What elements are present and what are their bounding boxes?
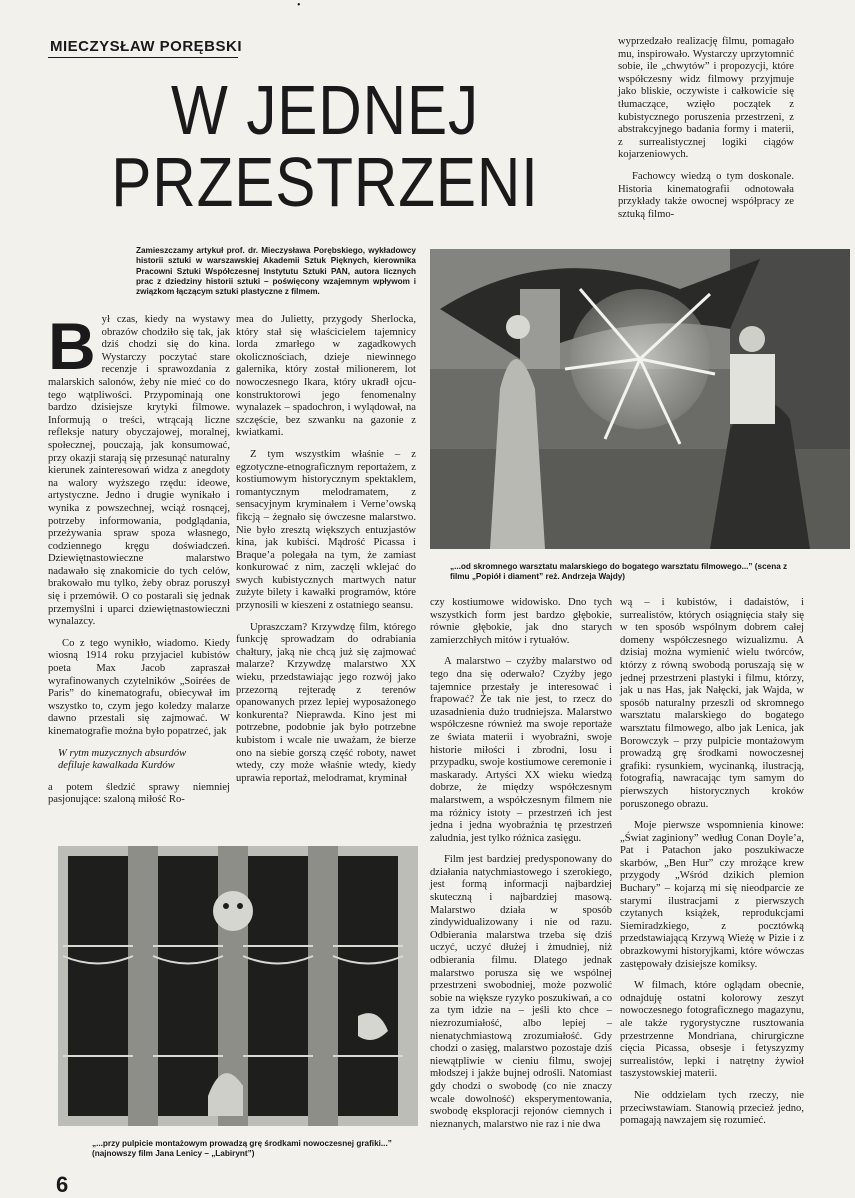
paragraph: W filmach, które oglądam obecnie, odnajduję ostatni kolorowy zeszyt nowoczesnego fotograficznego magazynu, ale także rygorystyczne rusztowania przestrzenne Mondriana, chirurgiczne cięcia Picassa, obsesje i fetyszyzmy surrealistów, lepki i natrętny żywioł taszystowskiej materii. [620,980,804,1080]
title-line-1: W JEDNEJ [171,71,479,149]
paragraph: A malarstwo – czyżby malarstwo od tego dna się oderwało? Czyżby jego tajemnice przestały je interesować i frapować? Że tak nie jest, to rzecz do uzasadnienia dużo trudniejsza. Malarstwo współczesne również ma swoje reportaże ze świata materii i wyobraźni, swoje historie miłości i zbrodni, losu i przypadku, swoje kostiumowe ceremonie i maskarady. Artyści XX wieku wiedzą dobrze, że między współczesnym malarstwem, a współczesnym filmem nie ma różnicy istoty – przestrzeń ich jest jedna i jedna wyobraźnia tę przestrzeń zaludnia, jest tylko różnica zasięgu. [430,656,612,844]
column-top-right [618,36,794,221]
column-3 [430,597,612,1131]
film-still-image [430,249,850,549]
paragraph: Fachowcy wiedzą o tym doskonale. Historia kinematografii odnotowała przykłady także owocnej współpracy ze sztuką filmo- [618,170,794,220]
top-mark: • [297,0,301,11]
verse-line: W rytm muzycznych absurdów [58,747,187,759]
paragraph: a potem śledzić sprawy niemniej pasjonujące: szaloną miłość Ro- [48,781,230,806]
column-4 [620,597,804,1128]
caption-top-photo: „...od skromnego warsztatu malarskiego do bogatego warsztatu filmowego...” (scena z filmu „Popiół i diament” reż. Andrzeja Wajdy) [450,562,788,582]
intro-text: Zamieszczamy artykuł prof. dr. Mieczysława Porębskiego, wykładowcy historii sztuki w warszawskiej Akademii Sztuk Pięknych, kierownika Pracowni Sztuki Współczesnej Instytutu Sztuki PAN, autora licznych prac z dziedziny historii sztuki – poświęcony wzajemnym wpływom i związkom łączącym sztuki plastyczne z filmem. [136,246,416,297]
film-still-photo [430,249,850,549]
paragraph: Moje pierwsze wspomnienia kinowe: „Świat zaginiony” według Conan Doyle’a, Pat i Patachon jako poszukiwacze skarbów, „Ben Hur” czy mrożące krew przygody „Wśród dzikich plemion Buchary” – kojarzą mi się nieodparcie ze starymi ilustracjami z pierwszych czytanych książek, reprodukcjami Siemiradzkiego, z pocztówką przedstawiającą Krzywą Wieżę w Pizie i z obrazkowymi historyjkami, które wówczas zastępowały dzisiejsze komiksy. [620,820,804,970]
paragraph: Co z tego wynikło, wiadomo. Kiedy wiosną 1914 roku przyjaciel kubistów poeta Max Jacob zapraszał wyrafinowanych czytelników „Soirées de Paris” do kinematografu, obiecywał im wszystko to, czym jego koledzy malarze dawno przestali się zajmować. W kinematografie można było popatrzeć, jak [48,637,230,737]
labyrinth-facade-image [58,846,418,1126]
author-name: MIECZYSŁAW PORĘBSKI [50,38,243,55]
labyrinth-film-photo [58,846,418,1126]
paragraph: wą – i kubistów, i dadaistów, i surrealistów, których osiągnięcia stały się w ten sposób wspólnym dobrem całej domeny współczesnego wizualizmu. A dzisiaj można wymienić wielu twórców, którzy z równą swobodą poruszają się w jednej przestrzeni plastyki i filmu, którzy, jak u nas Has, jak Nałęcki, jak Wajda, w sposób naturalny przeszli od skromnego warsztatu malarskiego do bogatego warsztatu filmowego, albo jak Lenica, jak Borowczyk – przy pulpicie montażowym prowadzą grę środkami nowoczesnej grafiki: rysunkiem, wycinanką, ilustracją, fotografią, nawracając tym samym do pierwszych historycznych kroków poruszonego obrazu. [620,597,804,810]
paragraph: mea do Julietty, przygody Sherlocka, który stał się właścicielem tajemnicy lorda zmarłego w zagadkowych okolicznościach, dzieje niewinnego galernika, który został milionerem, lot nowoczesnego Ikara, który ukradł ojcu-konstruktorowi jego fenomenalny wynalazek – spadochron, i wylądował, na szczęście, bez szwanku na gazonie z kwiatkami. [236,314,416,439]
paragraph: wyprzedzało realizację filmu, pomagało mu, inspirowało. Wystarczy uprzytomnić sobie, ile „chwytów” i propozycji, które współczesny widz filmowy przyjmuje jako bliskie, oczywiste i całkowicie się tłumaczące, wzięło początek z kubistycznego poruszenia przestrzeni, z abstrakcyjnego badania formy i materii, z surrealistycznej logiki ciągów kojarzeniowych. [618,36,794,161]
paragraph: Film jest bardziej predysponowany do działania natychmiastowego i szerokiego, jest formą informacji najbardziej skuteczną i najbardziej masową. Malarstwo działa w sposób zindywidualizowany i nie od razu. Odbierania malarstwa trzeba się dziś uczyć, uczyć dłużej i żmudniej, niż odbierania filmu. Dlatego jednak malarstwo porusza się we wspólnej przestrzeni swobodniej, może pozwolić sobie na większe ryzyko poszukiwań, a co za tym idzie na – jeśli kto chce – niezrozumiałość, albo lepiej – nienatychmiastową zrozumiałość. Gdy chodzi o zasięg, malarstwo pozostaje dziś niewątpliwie w cieniu filmu, swojej młodszej i jakże bujnej odrośli. Natomiast gdy chodzi o swobodę (co nie znaczy wcale dowolność) eksperymentowania, swobodę eksploracji rejonów ciemnych i nieznanych, malarstwo nie raz i nie dwa [430,854,612,1130]
paragraph: Upraszczam? Krzywdzę film, którego funkcję sprowadzam do odrabiania chałtury, jaką nie chcą już się zajmować malarze? Krzywdzę malarstwo XX wieku, przedstawiając jego rozwój jako przezorną rejteradę z terenów opanowanych przez lepiej wyposażonego konkurenta? Nieprawda. Kino jest mi potrzebne, podobnie jak było potrzebne kubistom i wcale nie uważam, że bierze ono na siebie gorszą część roboty, nawet wtedy, czy może właśnie wtedy, kiedy uprawia reportaż, melodramat, kryminał [236,621,416,784]
drop-cap: B [48,309,96,383]
paragraph: czy kostiumowe widowisko. Dno tych wszystkich form jest bardzo głębokie, równie głębokie, jak dno starych zamierzchłych mitów i rytuałów. [430,597,612,646]
column-2 [236,314,416,785]
caption-bottom-photo: „...przy pulpicie montażowym prowadzą grę środkami nowoczesnej grafiki...” (najnowszy film Jana Lenicy – „Labirynt”) [92,1139,392,1159]
author-rule [48,57,238,58]
verse-line: defiluje kawalkada Kurdów [58,760,175,772]
page-number: 6 [56,1172,69,1197]
paragraph: Z tym wszystkim właśnie – z egzotyczne-etnograficznym reportażem, z kostiumowym historycznym spektaklem, romantycznym melodramatem, z sensacyjnym kryminałem i Verne’owską fikcją – żegnało się ówczesne malarstwo. Nie było zresztą większych entuzjastów kina, jak kubiści. Mądrość Picassa i Braque’a polegała na tym, że zamiast konkurować z nim, zaczęli wklejać do swych kubistycznych martwych natur zużyte bilety i kawałki programów, które przynosili w kieszeni z ostatniego seansu. [236,448,416,612]
paragraph: Nie oddzielam tych rzeczy, nie przeciwstawiam. Stanowią przecież jedno, pomagają nawzajem się rozumieć. [620,1089,804,1127]
paragraph: ył czas, kiedy na wystawy obrazów chodziło się tak, jak dziś chodzi się do kina. Wystarczy poczytać stare recenzje i sprawozdania z malarskich salonów, żeby nie mieć co do tego wątpliwości. Przypominają one bardzo dzisiejsze krytyki filmowe. Informują o treści, wtrącają liczne refleksje natury obyczajowej, moralnej, społecznej, pouczają, jak konsumować, przy okazji starają się przesunąć naturalny kierunek zainteresowań widza z anegdoty na walory wyższego rzędu: ideowe, artystyczne. Jedno i drugie wynikało i wynika z powszechnej, wciąż rosnącej, potrzeby informowania, podglądania, przeżywania spraw spoza własnego, codziennego kręgu doświadczeń. Dziewiętnastowieczne malarstwo nadawało się znakomicie do tych celów, brakowało mu tylko, żeby obraz poruszył się i przemówił. O co postarali się jednak przemyślni i uparci dziewiętnastowieczni wynalazcy. [48,314,230,628]
column-1 [48,309,230,807]
title-line-2: PRZESTRZENI [111,143,539,221]
